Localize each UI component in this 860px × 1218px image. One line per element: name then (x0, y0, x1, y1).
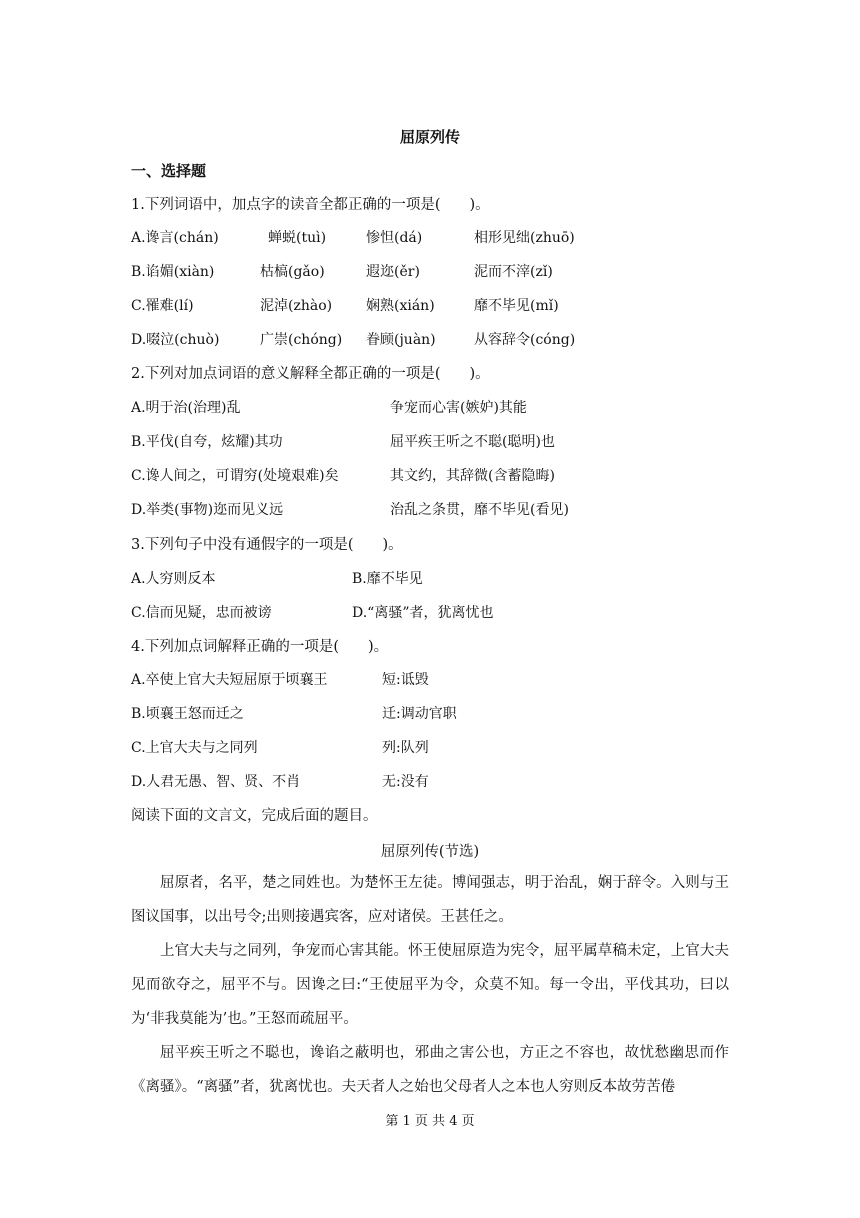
passage-paragraph-1: 屈原者，名平，楚之同姓也。为楚怀王左徒。博闻强志，明于治乱，娴于辞令。入则与王图议国事，以出号令;出则接遇宾客，应对诸侯。王甚任之。 (131, 875, 729, 925)
q1-option-b-2: 枯槁(gǎo) (260, 264, 325, 280)
q4-option-d-2: 无:没有 (382, 774, 429, 790)
q1-option-d-4: 从容辞令(cóng) (474, 332, 576, 348)
q1-option-a-4: 相形见绌(zhuō) (474, 230, 575, 246)
q3-option-c: C.信而见疑，忠而被谤 (131, 605, 272, 621)
q3-option-b: B.靡不毕见 (352, 571, 423, 587)
q4-option-b-2: 迁:调动官职 (382, 706, 457, 722)
passage-title: 屈原列传(节选) (380, 844, 480, 860)
q2-option-b-1: B.平伐(自夸，炫耀)其功 (131, 434, 283, 450)
q1-option-a-1: A.谗言(chán) (131, 230, 219, 246)
q2-option-b-2: 屈平疾王听之不聪(聪明)也 (390, 434, 555, 450)
q1-option-d-2: 广崇(chóng) (260, 332, 343, 348)
document-title: 屈原列传 (399, 128, 460, 146)
question-4-stem: 4.下列加点词解释正确的一项是( )。 (131, 639, 389, 655)
section-heading-choice: 一、选择题 (131, 162, 207, 180)
q4-option-c-1: C.上官大夫与之同列 (131, 740, 258, 756)
q1-option-c-3: 娴熟(xián) (366, 298, 435, 314)
reading-instruction: 阅读下面的文言文，完成后面的题目。 (131, 808, 378, 824)
q2-option-c-2: 其文约，其辞微(含蓄隐晦) (390, 468, 555, 484)
q2-option-a-2: 争宠而心害(嫉妒)其能 (390, 400, 527, 416)
q1-option-a-2: 蝉蜕(tuì) (268, 230, 327, 246)
q1-option-d-1: D.啜泣(chuò) (131, 332, 220, 348)
q3-option-d: D.“离骚”者，犹离忧也 (352, 605, 494, 621)
q1-option-c-2: 泥淖(zhào) (260, 298, 333, 314)
q1-option-b-1: B.谄媚(xiàn) (131, 264, 215, 280)
question-2-stem: 2.下列对加点词语的意义解释全都正确的一项是( )。 (131, 366, 490, 382)
q4-option-a-2: 短:诋毁 (382, 672, 429, 688)
page-footer: 第 1 页 共 4 页 (385, 1114, 475, 1129)
passage-paragraph-3: 屈平疾王听之不聪也，谗谄之蔽明也，邪曲之害公也，方正之不容也，故忧愁幽思而作《离骚》。“离骚”者，犹离忧也。夫天者人之始也父母者人之本也人穷则反本故劳苦倦 (131, 1045, 729, 1095)
q1-option-c-1: C.罹难(lí) (131, 298, 194, 314)
q4-option-d-1: D.人君无愚、智、贤、不肖 (131, 774, 301, 790)
q2-option-a-1: A.明于治(治理)乱 (131, 400, 241, 416)
question-3-stem: 3.下列句子中没有通假字的一项是( )。 (131, 537, 403, 553)
q1-option-a-3: 惨怛(dá) (366, 230, 423, 246)
q4-option-b-1: B.顷襄王怒而迁之 (131, 706, 244, 722)
q1-option-c-4: 靡不毕见(mǐ) (474, 298, 559, 314)
q1-option-b-4: 泥而不滓(zǐ) (474, 264, 553, 280)
q1-option-d-3: 眷顾(juàn) (366, 332, 436, 348)
question-1-stem: 1.下列词语中，加点字的读音全都正确的一项是( )。 (131, 197, 490, 213)
q2-option-d-1: D.举类(事物)迩而见义远 (131, 502, 284, 518)
q1-option-b-3: 遐迩(ěr) (366, 264, 420, 280)
passage-paragraph-2: 上官大夫与之同列，争宠而心害其能。怀王使屈原造为宪令，屈平属草稿未定，上官大夫见而欲夺之，屈平不与。因谗之曰:“王使屈平为令，众莫不知。每一令出，平伐其功，曰以为‘非我莫能为’也。”王怒而疏屈平。 (131, 943, 729, 1027)
q2-option-c-1: C.谗人间之，可谓穷(处境艰难)矣 (131, 468, 339, 484)
q4-option-c-2: 列:队列 (382, 740, 429, 756)
q2-option-d-2: 治乱之条贯，靡不毕见(看见) (390, 502, 569, 518)
q3-option-a: A.人穷则反本 (131, 571, 216, 587)
q4-option-a-1: A.卒使上官大夫短屈原于顷襄王 (131, 672, 328, 688)
